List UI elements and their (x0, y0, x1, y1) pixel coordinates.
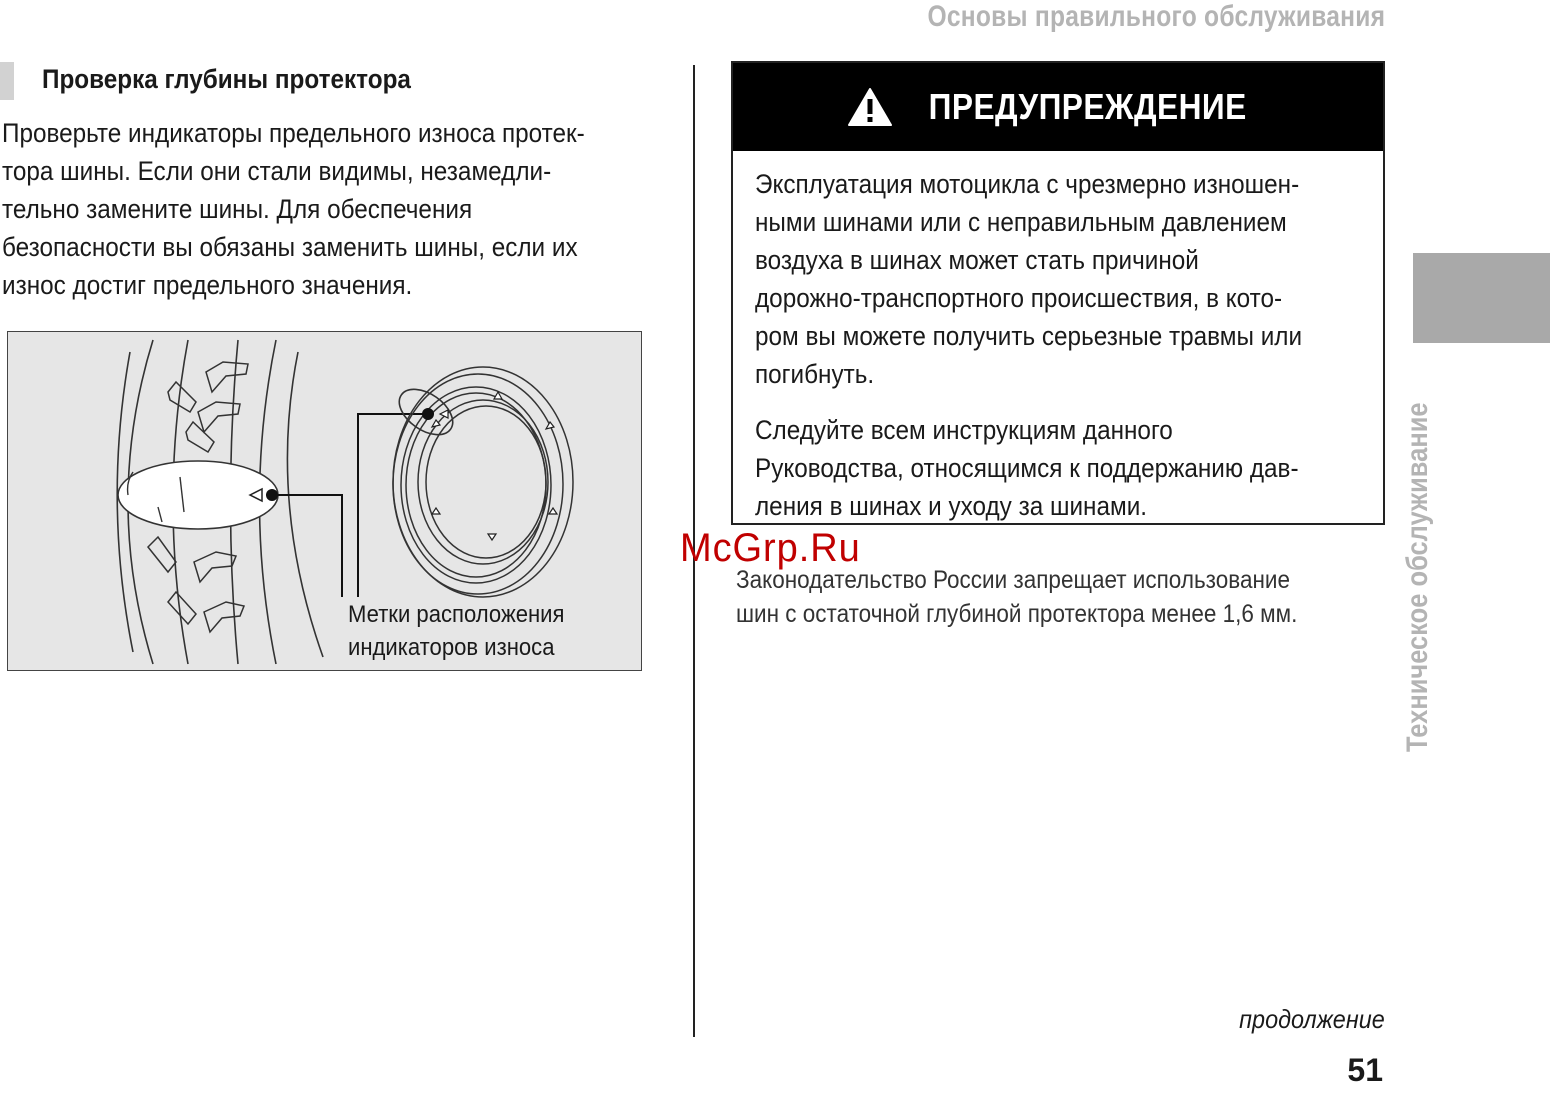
tire-wear-figure (7, 331, 642, 671)
warning-paragraph-1: Эксплуатация мотоцикла с чрезмерно изношен- ными шинами или с неправильным давлением воздуха в шинах может стать причиной дорожно-транспортного происшествия, в кото- ром вы можете получить серьезные травмы или погибнуть. (755, 169, 1303, 389)
section-heading: Проверка глубины протектора (42, 64, 411, 94)
chapter-tab (1413, 253, 1550, 343)
warning-triangle-icon (847, 87, 893, 127)
watermark: McGrp.Ru (680, 526, 861, 570)
warning-header (733, 63, 1383, 151)
page-number: 51 (1347, 1052, 1383, 1088)
law-note: Законодательство России запрещает использование шин с остаточной глубиной протектора менее 1,6 мм. (736, 566, 1298, 628)
chapter-side-label: Техническое обслуживание (1401, 402, 1434, 752)
warning-paragraph-2: Следуйте всем инструкциям данного Руководства, относящимся к поддержанию дав- ления в шинах и уходу за шинами. (755, 415, 1299, 521)
continued-label: продолжение (1239, 1004, 1385, 1034)
warning-box (731, 61, 1385, 525)
section-marker (0, 62, 14, 100)
section-body: Проверьте индикаторы предельного износа протек- тора шины. Если они стали видимы, незамедли- тельно замените шины. Для обеспечения безопасности вы обязаны заменить шины, если их износ достиг предельного значения. (2, 118, 585, 300)
warning-title: ПРЕДУПРЕЖДЕНИЕ (928, 86, 1247, 127)
running-header: Основы правильного обслуживания (927, 0, 1385, 33)
figure-caption: Метки расположения индикаторов износа (348, 601, 565, 661)
